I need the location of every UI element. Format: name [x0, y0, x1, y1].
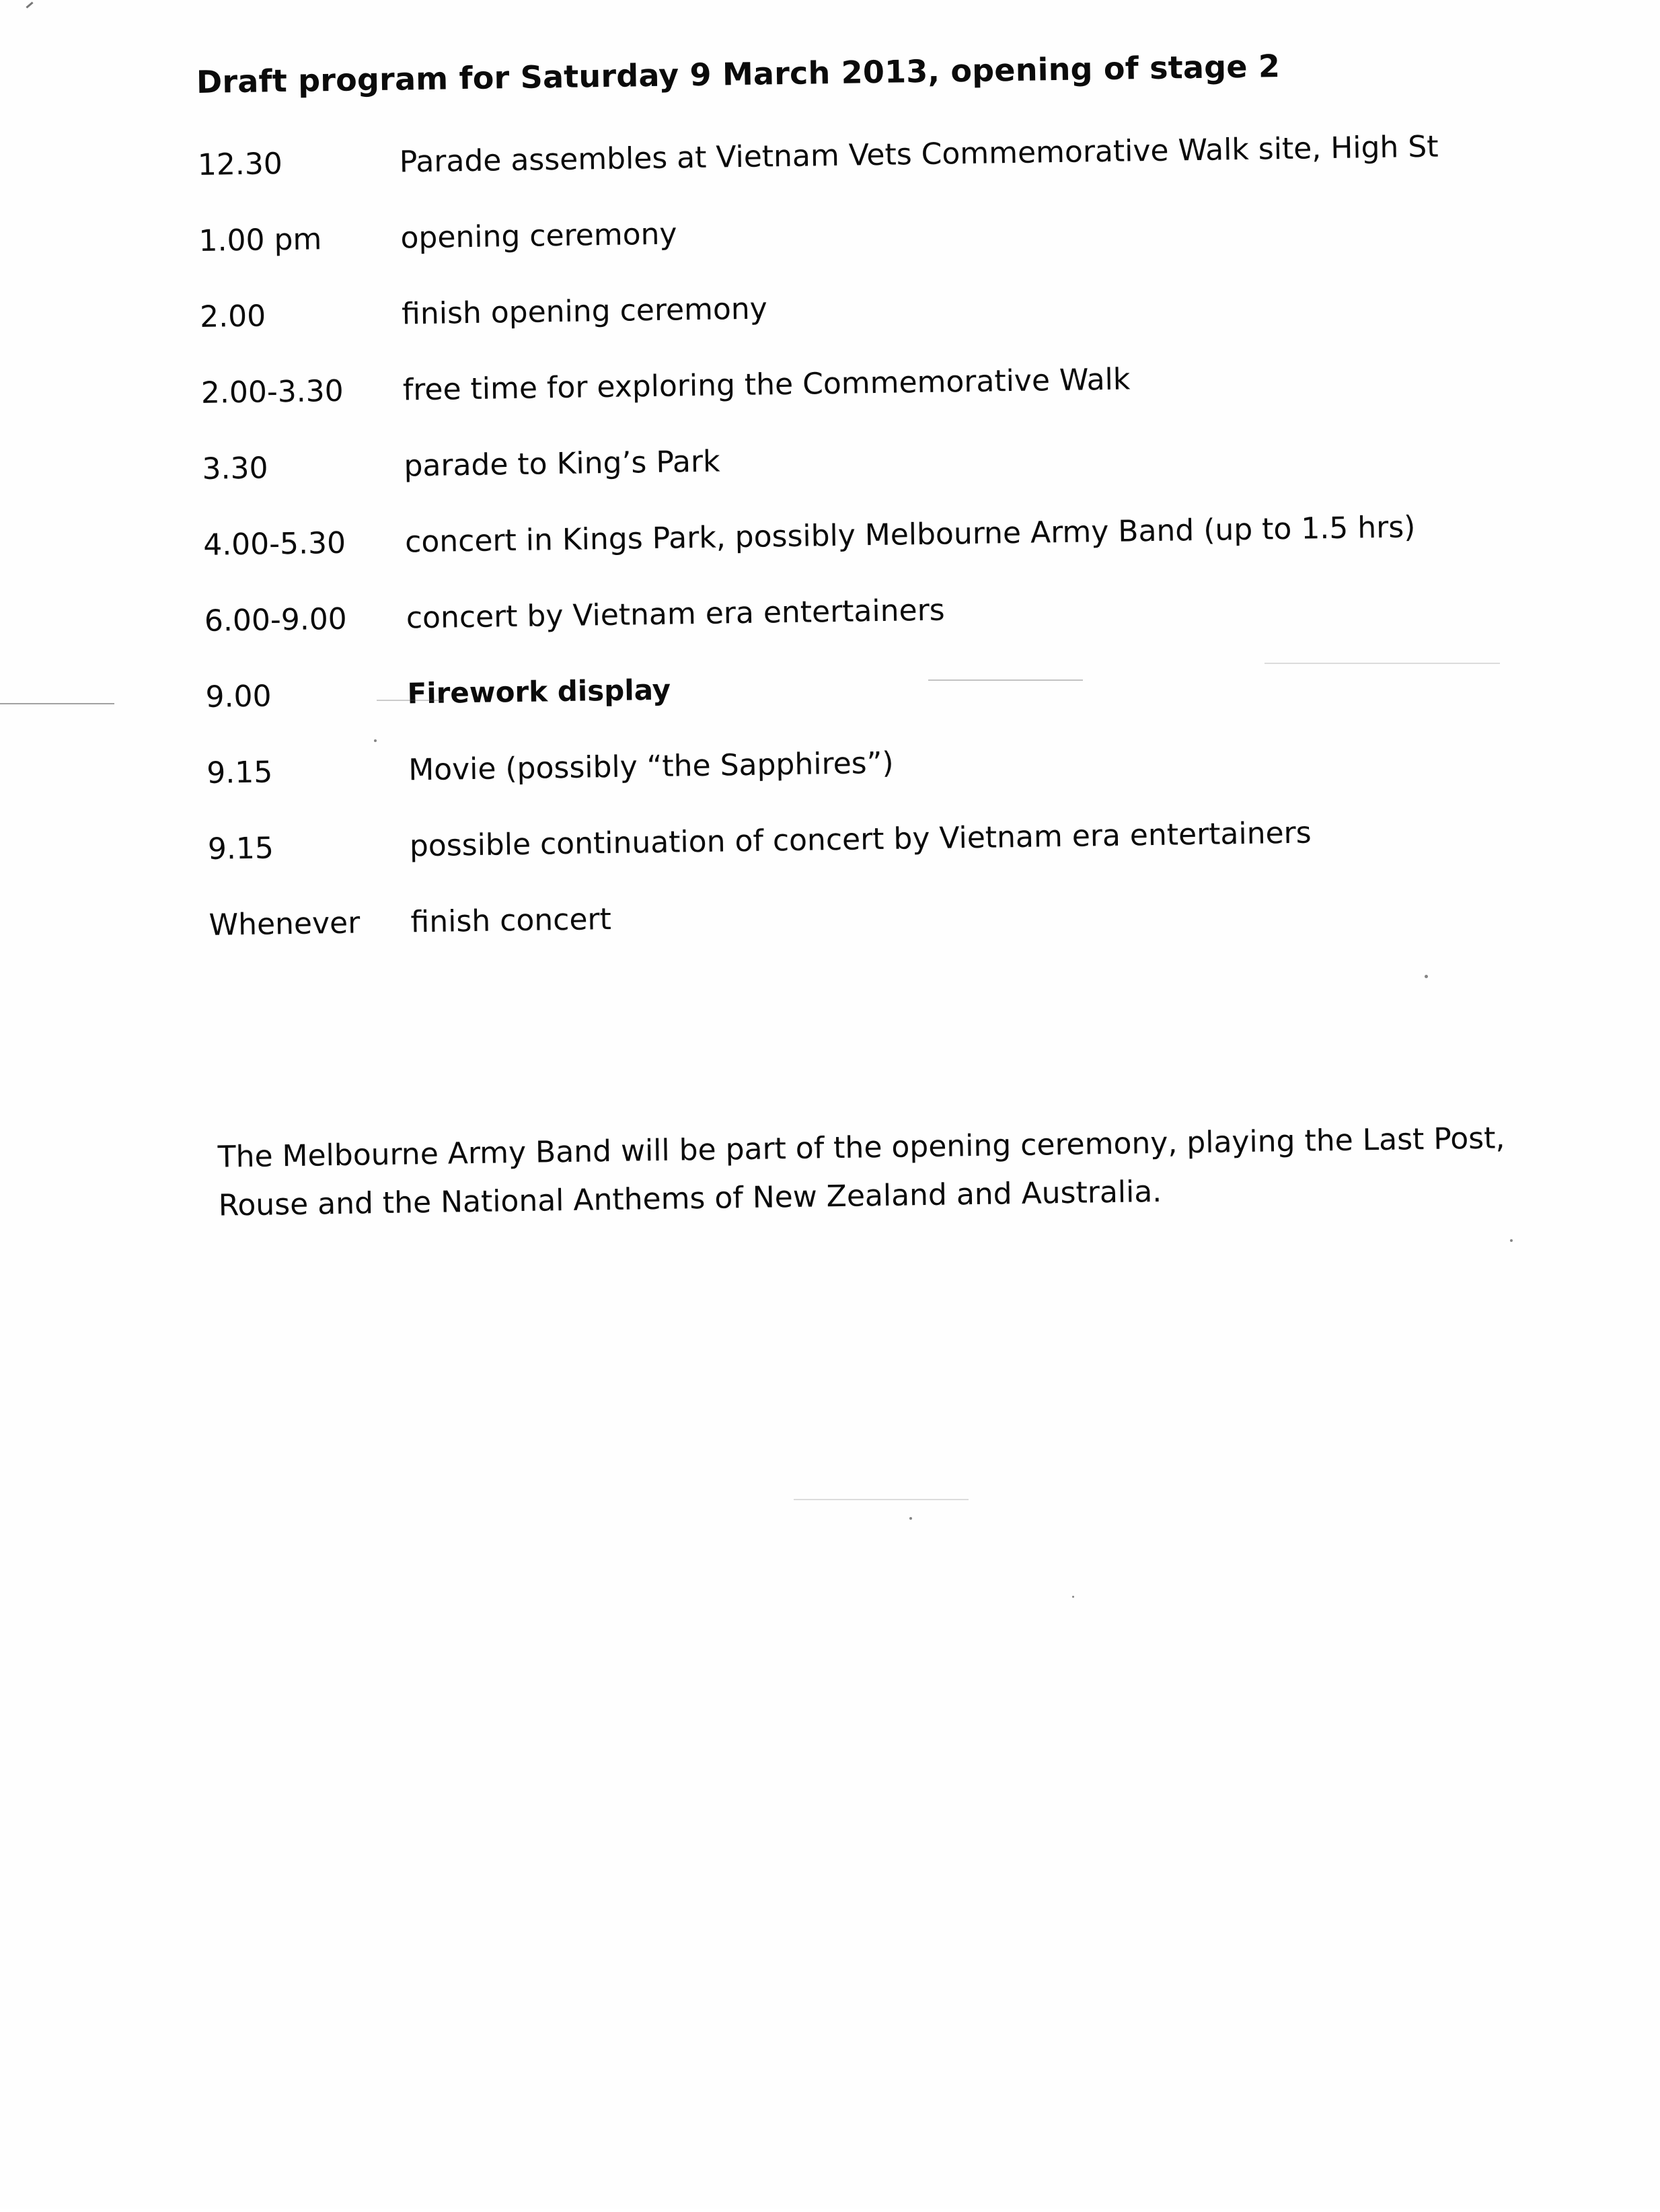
scan-speck [1425, 975, 1428, 978]
schedule-event: concert in Kings Park, possibly Melbourne Army Band (up to 1.5 hrs) [404, 510, 1416, 560]
scan-artifact-line [1265, 663, 1500, 664]
scan-speck [374, 739, 377, 742]
footnote-line: The Melbourne Army Band will be part of the opening ceremony, playing the Last Post, [217, 1121, 1505, 1175]
schedule-time: 9.15 [207, 831, 274, 867]
schedule-time: 9.00 [205, 679, 272, 714]
page-title: Draft program for Saturday 9 March 2013, opening of stage 2 [196, 48, 1281, 100]
schedule-event: free time for exploring the Commemorative Walk [402, 362, 1131, 408]
schedule-time: 9.15 [206, 755, 273, 790]
schedule-event: concert by Vietnam era entertainers [406, 593, 945, 636]
scan-speck [909, 1517, 912, 1520]
scan-artifact-line [928, 679, 1083, 681]
schedule-time: 2.00 [199, 299, 266, 334]
schedule-event: finish opening ceremony [401, 291, 768, 332]
schedule-event: opening ceremony [400, 217, 677, 256]
schedule-event: Parade assembles at Vietnam Vets Commemorative Walk site, High St [399, 129, 1439, 180]
schedule-event: parade to King’s Park [404, 444, 720, 484]
schedule-time: 3.30 [202, 451, 268, 486]
schedule-event: Movie (possibly “the Sapphires”) [408, 745, 894, 788]
schedule-time: 12.30 [197, 147, 283, 182]
footnote-line: Rouse and the National Anthems of New Zealand and Australia. [218, 1174, 1162, 1223]
scan-artifact-line [794, 1499, 969, 1500]
schedule-time: 1.00 pm [198, 222, 322, 258]
schedule-time: Whenever [209, 906, 361, 943]
footnote-paragraph [217, 1114, 1506, 1230]
scan-artifact-line [0, 703, 114, 704]
schedule-event: finish concert [410, 901, 612, 940]
scan-speck [1072, 1596, 1074, 1598]
schedule-time: 6.00-9.00 [204, 601, 348, 638]
schedule-list [197, 129, 1487, 984]
scan-artifact-line [377, 700, 444, 701]
schedule-time: 2.00-3.30 [200, 373, 344, 410]
scan-speck [1510, 1239, 1513, 1242]
schedule-time: 4.00-5.30 [202, 525, 346, 562]
schedule-event: Firework display [407, 673, 671, 710]
schedule-event: possible continuation of concert by Vietnam era entertainers [409, 815, 1312, 864]
